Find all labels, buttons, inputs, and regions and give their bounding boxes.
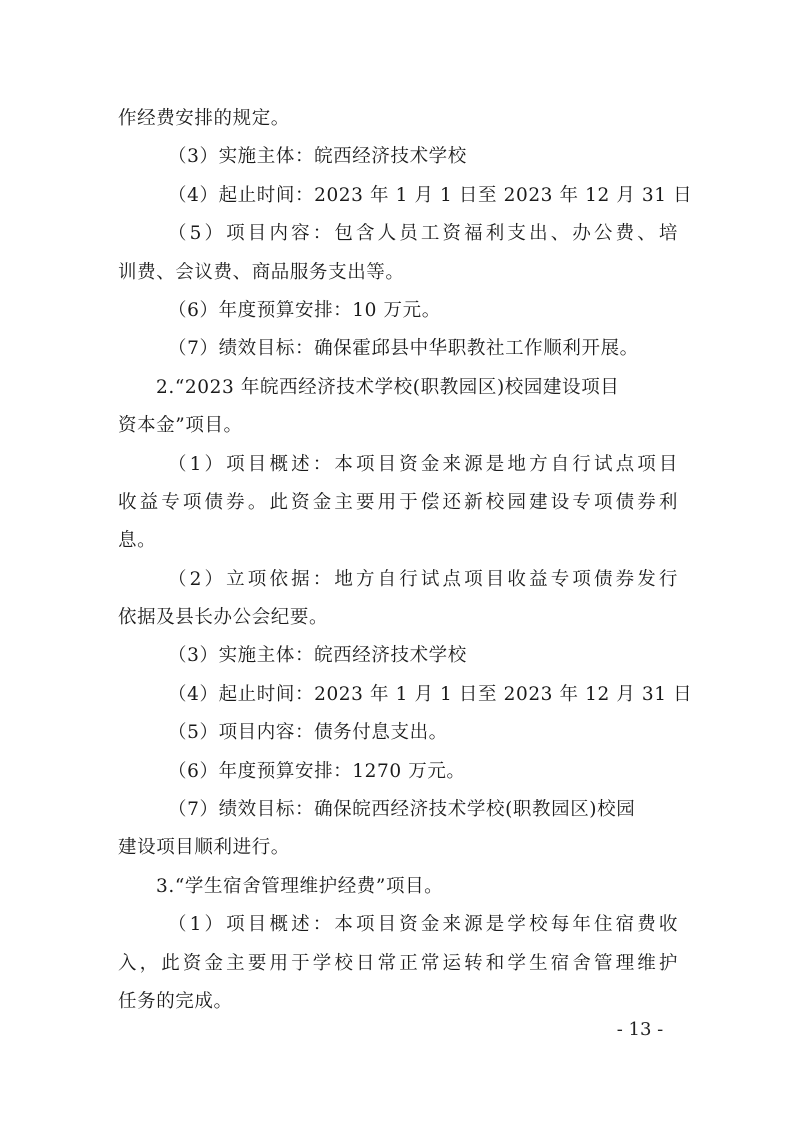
body-text	[118, 100, 693, 1021]
item-basis: （2）立项依据：地方自行试点项目收益专项债券发行	[168, 568, 678, 590]
item-budget: （6）年度预算安排：10 万元。	[168, 299, 441, 321]
item-goal: （7）绩效目标：确保霍邱县中华职教社工作顺利开展。	[168, 338, 639, 360]
item-period: （4）起止时间：2023 年 1 月 1 日至 2023 年 12 月 31 日	[168, 683, 693, 705]
item-period: （4）起止时间：2023 年 1 月 1 日至 2023 年 12 月 31 日	[168, 184, 693, 206]
paragraph-line: 训费、会议费、商品服务支出等。	[118, 261, 405, 283]
item-budget: （6）年度预算安排：1270 万元。	[168, 760, 466, 782]
paragraph-line: 入，此资金主要用于学校日常正常运转和学生宿舍管理维护	[118, 952, 678, 974]
item-overview: （1）项目概述：本项目资金来源是地方自行试点项目	[168, 453, 678, 475]
paragraph-line: 资本金”项目。	[118, 415, 243, 437]
item-goal: （7）绩效目标：确保皖西经济技术学校(职教园区)校园	[168, 799, 636, 821]
section-heading: 2.“2023 年皖西经济技术学校(职教园区)校园建设项目	[156, 376, 620, 398]
item-implementer: （3）实施主体：皖西经济技术学校	[168, 146, 467, 168]
paragraph-line: 任务的完成。	[118, 990, 233, 1012]
item-content: （5）项目内容：包含人员工资福利支出、办公费、培	[168, 223, 678, 245]
paragraph-line: 作经费安排的规定。	[118, 108, 290, 129]
item-content: （5）项目内容：债务付息支出。	[168, 722, 448, 744]
paragraph-line: 收益专项债券。此资金主要用于偿还新校园建设专项债券利	[118, 491, 678, 513]
paragraph-line: 依据及县长办公会纪要。	[118, 607, 329, 629]
item-overview: （1）项目概述：本项目资金来源是学校每年住宿费收	[168, 914, 678, 936]
paragraph-line: 建设项目顺利进行。	[118, 837, 290, 859]
page-number: - 13 -	[616, 1019, 664, 1040]
item-implementer: （3）实施主体：皖西经济技术学校	[168, 645, 467, 667]
paragraph-line: 息。	[118, 530, 157, 552]
section-heading: 3.“学生宿舍管理维护经费”项目。	[156, 875, 444, 897]
